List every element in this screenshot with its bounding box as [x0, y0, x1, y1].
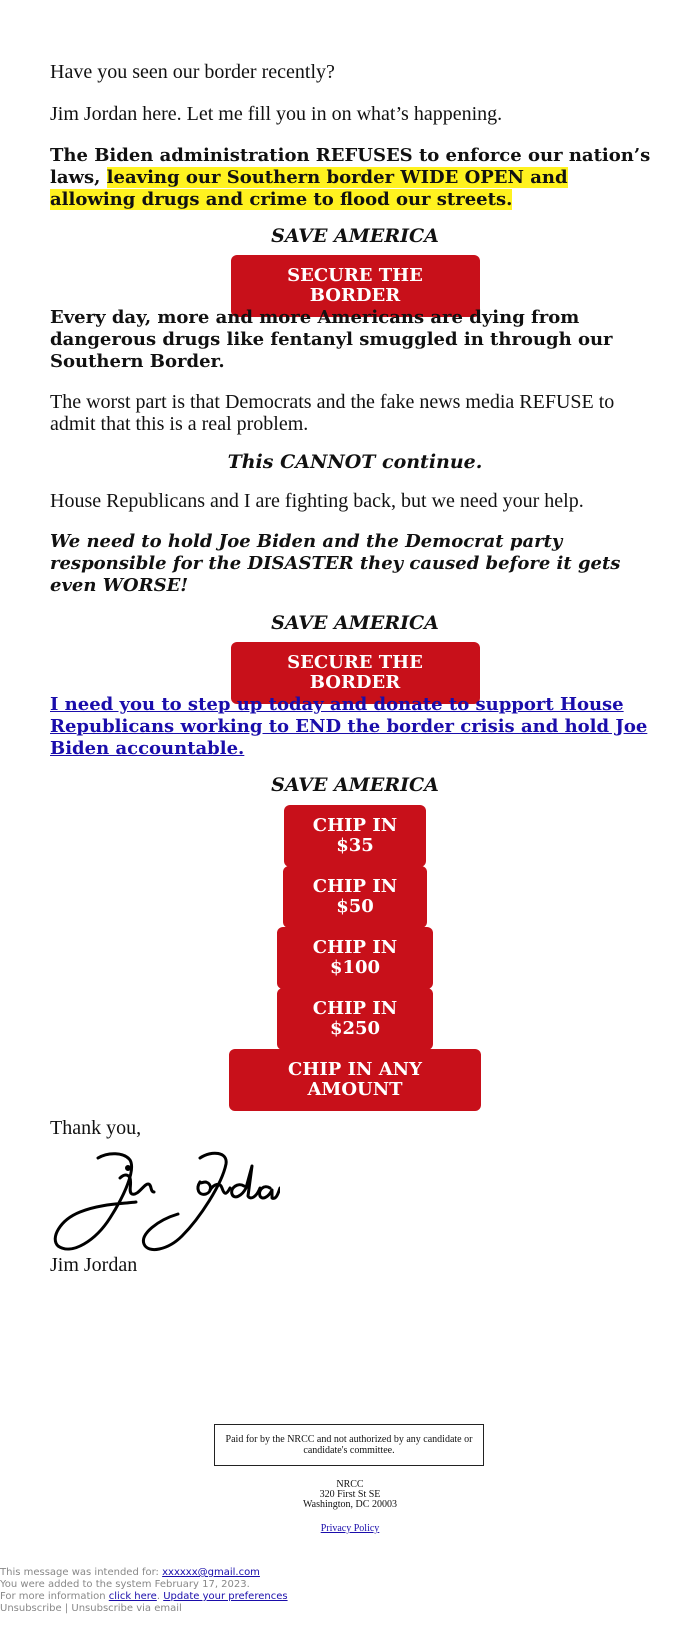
secure-border-button-1[interactable]: SECURE THE BORDER: [231, 255, 480, 317]
privacy-policy-link[interactable]: Privacy Policy: [320, 1523, 380, 1534]
chip-in-50-button[interactable]: CHIP IN $50: [283, 866, 427, 928]
worst-part-paragraph: The worst part is that Democrats and the fake news media REFUSE to admit that this is a real problem.: [50, 391, 615, 435]
donate-link[interactable]: I need you to step up today and donate to support House Republicans working to END the border crisis and hold Joe Biden accountable.: [50, 694, 648, 759]
footer-added-date: You were added to the system February 17, 2023.: [0, 1579, 250, 1590]
hold-biden-paragraph: We need to hold Joe Biden and the Democrat party responsible for the DISASTER they caused before it gets even WORSE!: [50, 531, 621, 596]
save-america-heading-3: SAVE AMERICA: [271, 774, 439, 796]
dying-paragraph: Every day, more and more Americans are dying from dangerous drugs like fentanyl smuggled in through our Southern Border.: [50, 307, 613, 372]
chip-in-any-amount-button[interactable]: CHIP IN ANY AMOUNT: [229, 1049, 481, 1111]
footer-intended: [0, 1567, 260, 1579]
intro-question: Have you seen our border recently?: [50, 61, 335, 83]
save-america-heading-2: SAVE AMERICA: [271, 612, 439, 634]
update-preferences-link[interactable]: Update your preferences: [163, 1591, 288, 1602]
biden-paragraph: [50, 145, 655, 211]
chip-in-35-button[interactable]: CHIP IN $35: [284, 805, 426, 867]
biden-paragraph-start: The Biden administration REFUSES to enforce our nation’s laws,: [50, 145, 651, 188]
click-here-link[interactable]: click here: [108, 1591, 157, 1602]
signature-image: [50, 1148, 280, 1254]
disclaimer-text: Paid for by the NRCC and not authorized by any candidate or candidate's committee.: [225, 1434, 473, 1456]
signature-text: [50, 1156, 51, 1157]
secure-border-button-2[interactable]: SECURE THE BORDER: [231, 642, 480, 704]
signer-name: Jim Jordan: [50, 1254, 138, 1276]
chip-in-100-button[interactable]: CHIP IN $100: [277, 927, 433, 989]
disclaimer-box: [214, 1424, 484, 1466]
highlighted-text: leaving our Southern border WIDE OPEN and allowing drugs and crime to flood our streets.: [50, 167, 568, 210]
cannot-continue-heading: This CANNOT continue.: [227, 451, 483, 473]
fighting-paragraph: House Republicans and I are fighting back, but we need your help.: [50, 490, 584, 512]
org-street: 320 First St SE: [319, 1489, 381, 1500]
footer-unsubscribe: [0, 1603, 182, 1615]
footer-info-separator: .: [156, 1591, 164, 1602]
unsubscribe-link[interactable]: Unsubscribe: [0, 1603, 62, 1614]
footer-info-label: For more information: [0, 1591, 109, 1602]
unsubscribe-email-link[interactable]: Unsubscribe via email: [71, 1603, 182, 1614]
footer-more-info: [0, 1591, 288, 1603]
org-name: NRCC: [336, 1479, 364, 1490]
org-city: Washington, DC 20003: [303, 1499, 397, 1510]
chip-in-250-button[interactable]: CHIP IN $250: [277, 988, 433, 1050]
footer-intended-label: This message was intended for:: [0, 1567, 163, 1578]
thank-you-text: Thank you,: [50, 1117, 142, 1139]
intended-email-link[interactable]: xxxxxx@gmail.com: [162, 1567, 260, 1578]
intro-line: Jim Jordan here. Let me fill you in on what’s happening.: [50, 103, 503, 125]
save-america-heading-1: SAVE AMERICA: [271, 225, 439, 247]
footer-unsub-separator: |: [61, 1603, 72, 1614]
